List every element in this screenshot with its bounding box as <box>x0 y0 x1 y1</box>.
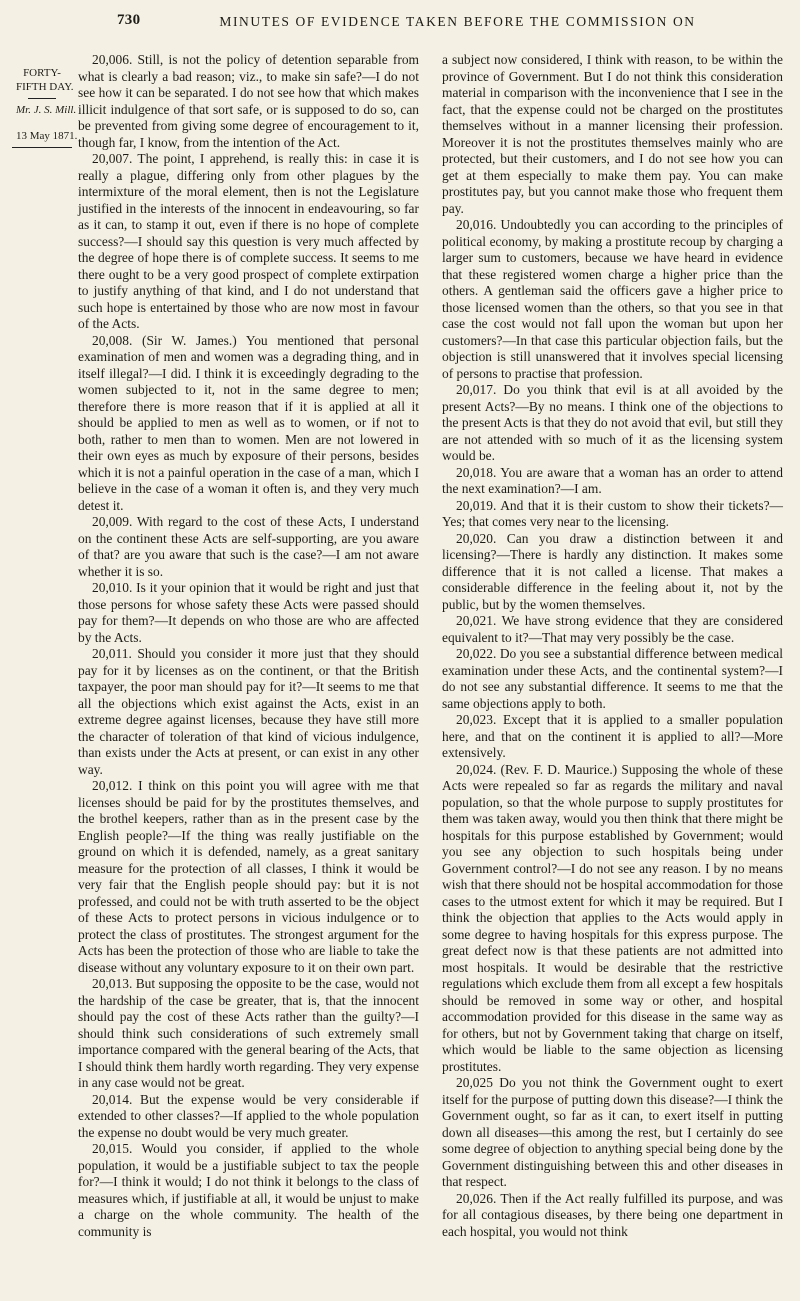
left-column <box>78 52 419 1292</box>
margin-rule <box>28 98 56 99</box>
hearing-date: 13 May 1871. <box>16 130 78 142</box>
testimony-paragraph: 20,011. Should you consider it more just that they should pay for it by licenses as on the continent, or that the British taxpayer, the poor man should pay for it?—It seems to me that all the objections which exist against the Acts, exist in an extreme degree against licenses, because they have still more the character of toleration of that kind of vicious indulgence, than exists under the Acts at present, or can exist in any other way. <box>78 646 419 777</box>
testimony-paragraph: 20,010. Is it your opinion that it would be right and just that those persons for whose safety these Acts were passed should pay for them?—It depends on who those are who are affected by the Acts. <box>78 580 419 645</box>
testimony-paragraph: 20,024. (Rev. F. D. Maurice.) Supposing the whole of these Acts were repealed so far as regards the military and naval population, so that the whole purpose to supply prostitutes for them was taken away, would you then think that there might be hospitals for this purpose established by Government; would you see any objection to such hospitals being under Government control?—I do not see any reason. I by no means wish that there should not be hospital accommodation for those cases to the utmost extent for which it may be required. But I think the objection that applies to the Acts would apply in some degree to having hospitals for this express purpose. The great defect now is that these patients are not admitted into most hospitals. It would be desirable that the restrictive regulations which exclude them from all except a few hospitals should be removed in some way or other, and hospital accommodation provided for this disease in the same way as for others, but not by Government taking that charge on itself, which would be liable to the same objection as licensing prostitutes. <box>442 761 783 1074</box>
testimony-paragraph: 20,007. The point, I apprehend, is really this: in case it is really a plague, differing only from other plagues by the intermixture of the moral element, then is not the Legislature justified in the interests of the innocent in endeavouring, so far as it can, to stamp it out, even if there is no hope of complete success?—I should say this question is very much affected by the degree of hope there is of complete success. It seems to me there ought to be a very good prospect of complete extirpation to justify anything of that kind, and I do not understand that such hope is entertained by those who are now most in favour of the Acts. <box>78 151 419 331</box>
testimony-paragraph: 20,009. With regard to the cost of these Acts, I understand on the continent these Acts are self-supporting, are you aware of that? are you aware that such is the case?—I am not aware whether it is so. <box>78 514 419 579</box>
testimony-paragraph: 20,020. Can you draw a distinction between it and licensing?—There is hardly any distinction. It makes some difference that it is not called a license. That makes a considerable difference in the feeling about it, not by the public, but by the women themselves. <box>442 530 783 612</box>
testimony-paragraph: 20,025 Do you not think the Government ought to exert itself for the purpose of putting down this disease?—I think the Government ought, so far as it can, to exert itself in putting down all diseases—this among the rest, but I certainly do see some degree of objection to anything special being done by the Government distinguishing between this and other diseases in that respect. <box>442 1075 783 1189</box>
testimony-paragraph: 20,013. But supposing the opposite to be the case, would not the hardship of the case be greater, that is, that the innocent should pay the cost of these Acts rather than the guilty?—I should think such considerations of such extremely small importance compared with the general bearing of the Acts, that I should think them hardly worth regarding. They very expense in any case would not be great. <box>78 976 419 1090</box>
margin-notes <box>16 66 78 148</box>
running-title: MINUTES OF EVIDENCE TAKEN BEFORE THE COMMISSION ON <box>219 14 696 29</box>
testimony-paragraph: 20,014. But the expense would be very considerable if extended to other classes?—If applied to the whole population the expense no doubt would be very much greater. <box>78 1091 419 1140</box>
testimony-paragraph: 20,008. (Sir W. James.) You mentioned that personal examination of men and women was a degrading thing, and in itself illegal?—I did. I think it is exceedingly degrading to the women subjected to it, not in the same degree to men; therefore there is more reason that if it is applied at all it should be applied to men as well as to women, or if not to both, rather to men than to women. Men are not lowered in their own eyes as much by exposure of their persons, besides which it is not a painful operation in the case of a man, which I believe in the case of a woman it often is, and they very much detest it. <box>78 332 419 513</box>
testimony-paragraph: 20,015. Would you consider, if applied to the whole population, it would be a justifiable subject to tax the people for?—I think it would; I do not think it belongs to the class of measures which, if justifiable at all, it would be unjust to make a charge on the whole community. The health of the community is <box>78 1141 419 1239</box>
testimony-paragraph: a subject now considered, I think with reason, to be within the province of Government. But I do not think this consideration material in comparison with the inconvenience that I see in the fact, that the expense could not be charged on the prostitutes themselves without in a manner licensing their profession. Moreover it is not the prostitutes themselves mainly who are protected, but their customers, and I do not see how you can get at them especially to make them pay. You can make prostitutes pay, but you cannot make those who frequent them pay. <box>442 52 783 216</box>
page-header <box>0 12 800 34</box>
testimony-paragraph: 20,006. Still, is not the policy of detention separable from what is clearly a bad reason; viz., to make sin safe?—I do not see how it can be separated. I do not see how that which makes illicit indulgence of that sort safe, or is supposed to do so, can be prevented from giving some degree of encouragement to it, though far, I know, from the intention of the Act. <box>78 52 419 150</box>
testimony-paragraph: 20,021. We have strong evidence that they are considered equivalent to it?—That may very possibly be the case. <box>442 613 783 645</box>
day-label-line2: FIFTH DAY. <box>16 81 74 93</box>
testimony-paragraph: 20,023. Except that it is applied to a smaller population here, and that on the continent it is applied to all?—More extensively. <box>442 712 783 760</box>
text-columns <box>78 52 783 1292</box>
witness-name: Mr. J. S. Mill. <box>16 104 77 116</box>
right-column <box>442 52 783 1292</box>
testimony-paragraph: 20,016. Undoubtedly you can according to the principles of political economy, by making a prostitute recoup by charging a larger sum to customers, because we have heard in evidence that these registered women charge a higher price than the others. A gentleman said the officers gave a higher price to those licensed women than the others, so that you see in that case the cost would not fall upon the woman but upon her customers?—In that case this particular objection fails, but the objection is still unanswered that it involves special licensing of persons to practise that profession. <box>442 217 783 381</box>
margin-rule-date <box>12 147 72 148</box>
testimony-paragraph: 20,017. Do you think that evil is at all avoided by the present Acts?—By no means. I think one of the objections to the present Acts is that they do not avoid that evil, but still they are not attended with so much of it as the licensing system would be. <box>442 382 783 463</box>
testimony-paragraph: 20,022. Do you see a substantial difference between medical examination under these Acts, and the continental system?—I do not see any substantial difference. It seems to me that the same objections apply to both. <box>442 646 783 711</box>
testimony-paragraph: 20,012. I think on this point you will agree with me that licenses should be paid for by the prostitutes themselves, and the brothel keepers, rather than as in the present case by the English people?—If the thing was really justifiable on the ground on which it is defended, namely, as a great sanitary measure for the protection of all classes, I think it would be very fair that the English people should pay: but it is not professed, and could not be with truth asserted to be the object of these Acts to protect persons in vicious indulgence or to protect the class of prostitutes. The strongest argument for the Acts has been the protection of those who are liable to take the disease without any voluntary exposure to it on their own part. <box>78 778 419 975</box>
testimony-paragraph: 20,026. Then if the Act really fulfilled its purpose, and was for all contagious diseases, by there being one department in each hospital, you would not think <box>442 1190 783 1239</box>
testimony-paragraph: 20,019. And that it is their custom to show their tickets?—Yes; that comes very near to the licensing. <box>442 497 783 529</box>
testimony-paragraph: 20,018. You are aware that a woman has an order to attend the next examination?—I am. <box>442 464 783 496</box>
page-number: 730 <box>117 12 141 28</box>
day-label-line1: FORTY- <box>23 67 61 79</box>
